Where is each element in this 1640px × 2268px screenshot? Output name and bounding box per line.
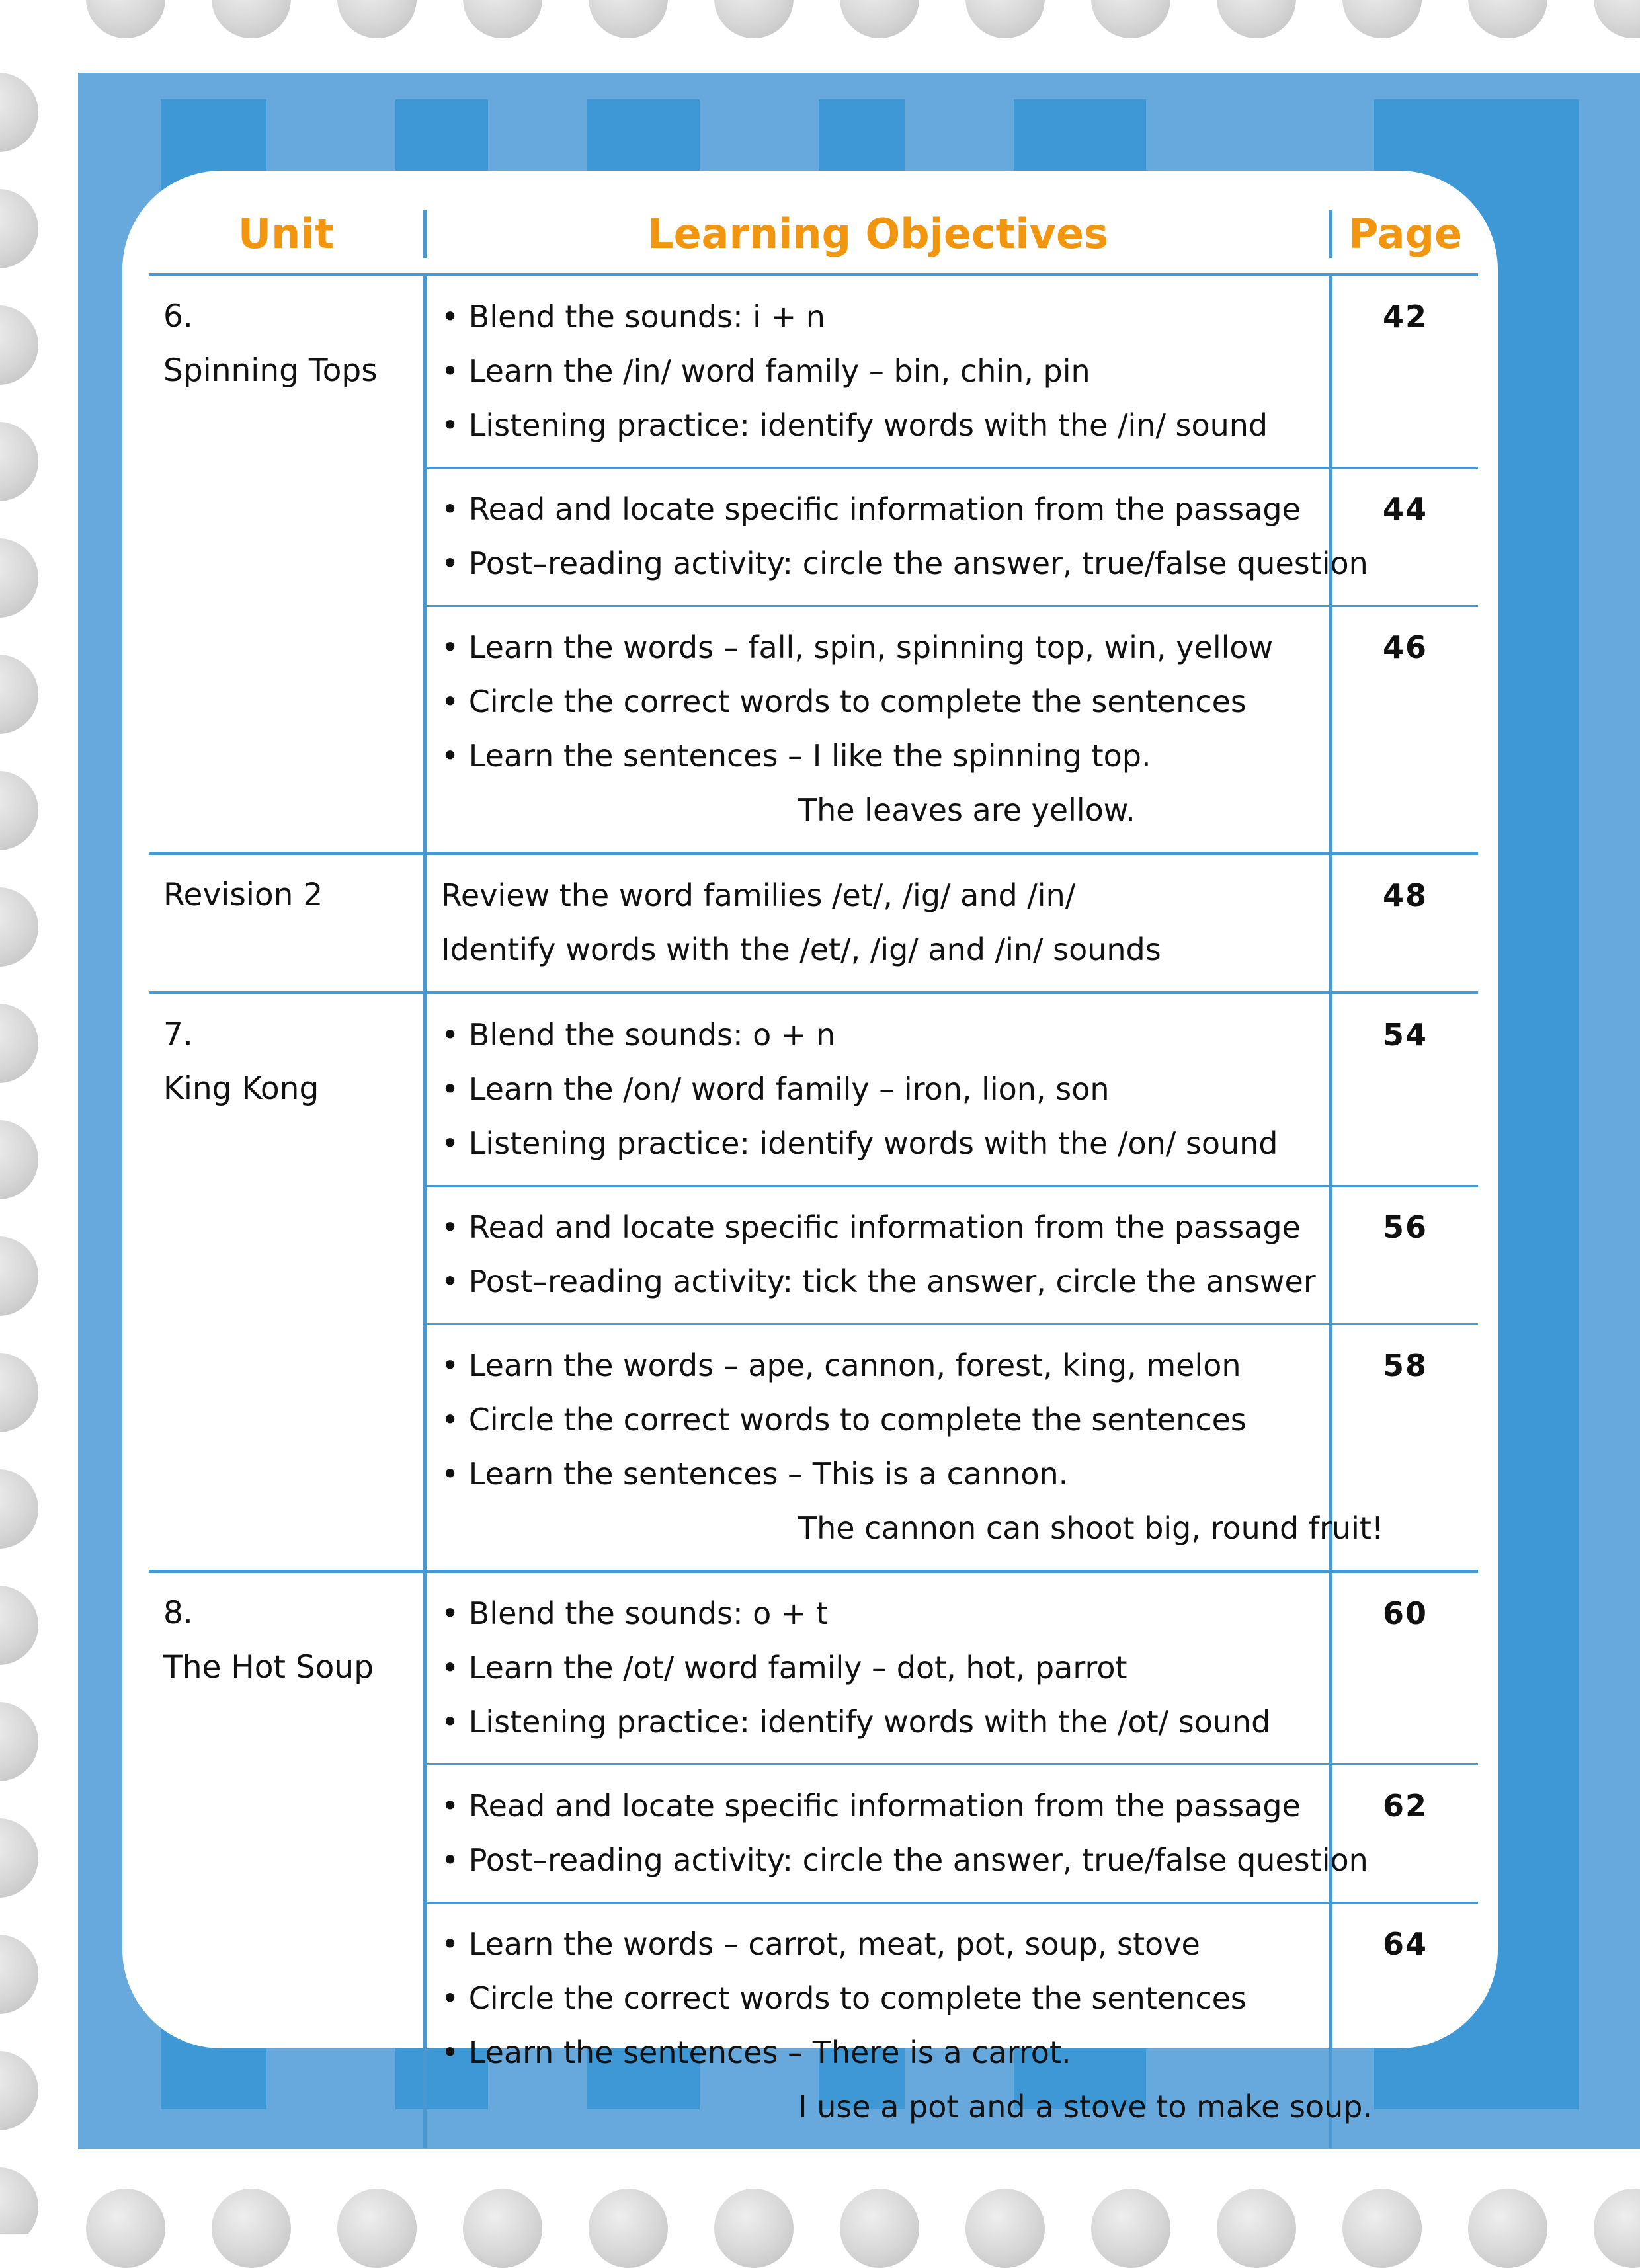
dot	[589, 2189, 668, 2268]
page-number: 48	[1382, 877, 1428, 913]
objective-line: • Blend the sounds: o + n	[441, 1017, 836, 1053]
objective-list	[427, 1325, 1384, 1570]
unit-name	[149, 1573, 427, 2148]
dot	[0, 1236, 38, 1316]
dot	[1594, 2189, 1640, 2268]
unit-name-line: The Hot Soup	[163, 1649, 374, 1685]
dot	[86, 2189, 165, 2268]
objective-line: • Post–reading activity: circle the answer, true/false question	[441, 1842, 1368, 1878]
dot	[965, 0, 1045, 38]
dot	[0, 771, 38, 850]
objective-list	[427, 994, 1332, 1185]
unit-row	[149, 1573, 1478, 2148]
objective-section	[427, 469, 1478, 607]
page-number: 62	[1382, 1788, 1428, 1824]
objective-line: • Blend the sounds: o + t	[441, 1596, 829, 1631]
dot	[714, 2189, 794, 2268]
dot	[840, 2189, 919, 2268]
dot	[463, 2189, 542, 2268]
page-number: 64	[1382, 1926, 1428, 1962]
objective-line: • Learn the sentences – There is a carrot.	[441, 2035, 1071, 2070]
page-header: Page	[1348, 209, 1463, 258]
unit-name	[149, 994, 427, 1570]
dot	[337, 2189, 417, 2268]
dot	[0, 538, 38, 618]
table-body	[149, 276, 1478, 2148]
objective-list	[427, 1904, 1373, 2148]
objective-list	[427, 1187, 1332, 1323]
dot	[463, 0, 542, 38]
dot	[0, 655, 38, 734]
objective-line: • Learn the /on/ word family – iron, lion, son	[441, 1071, 1110, 1107]
dot	[714, 0, 794, 38]
dot	[0, 2051, 38, 2130]
objective-line: • Listening practice: identify words with the /ot/ sound	[441, 1704, 1271, 1740]
page-number: 44	[1382, 491, 1428, 527]
unit-sections	[427, 276, 1478, 852]
dot	[0, 1935, 38, 2014]
unit-sections	[427, 1573, 1478, 2148]
objective-section	[427, 607, 1478, 852]
table-header	[149, 194, 1478, 276]
page-number: 56	[1382, 1209, 1428, 1245]
dot	[212, 2189, 291, 2268]
objective-line-continued: The cannon can shoot big, round fruit!	[798, 1510, 1384, 1546]
dot	[0, 887, 38, 967]
dot	[0, 1353, 38, 1432]
dot	[0, 422, 38, 501]
objective-line: • Read and locate specific information from the passage	[441, 1209, 1301, 1245]
objective-line: • Circle the correct words to complete the sentences	[441, 1980, 1247, 2016]
objective-section	[427, 994, 1478, 1187]
objective-section	[427, 1904, 1478, 2148]
objective-line: • Learn the words – ape, cannon, forest, king, melon	[441, 1348, 1241, 1383]
objective-line: • Learn the sentences – I like the spinning top.	[441, 738, 1151, 774]
dot	[1594, 0, 1640, 38]
unit-row	[149, 855, 1478, 994]
objective-line-continued: The leaves are yellow.	[798, 792, 1135, 828]
unit-row	[149, 994, 1478, 1573]
dot	[1217, 2189, 1296, 2268]
dot	[1217, 0, 1296, 38]
objective-line: • Learn the sentences – This is a cannon.	[441, 1456, 1069, 1492]
dot	[0, 1469, 38, 1549]
objective-line: • Circle the correct words to complete the sentences	[441, 1402, 1247, 1438]
objective-section	[427, 1325, 1478, 1570]
dot	[589, 0, 668, 38]
unit-name-line: Spinning Tops	[163, 352, 378, 389]
page-number: 58	[1382, 1348, 1428, 1383]
dot	[0, 1702, 38, 1781]
dot	[1091, 0, 1170, 38]
dot	[86, 0, 165, 38]
dot	[0, 1818, 38, 1898]
objective-line: • Learn the words – carrot, meat, pot, soup, stove	[441, 1926, 1200, 1962]
objective-list	[427, 276, 1332, 467]
unit-header: Unit	[149, 210, 427, 258]
objective-line: • Learn the words – fall, spin, spinning top, win, yellow	[441, 629, 1274, 665]
objective-section	[427, 855, 1478, 991]
dot	[337, 0, 417, 38]
objective-line: • Post–reading activity: tick the answer, circle the answer	[441, 1264, 1316, 1299]
dot	[1468, 0, 1547, 38]
dot	[212, 0, 291, 38]
objective-list	[427, 1765, 1368, 1902]
objective-section	[427, 1187, 1478, 1325]
objective-line: • Listening practice: identify words with the /on/ sound	[441, 1125, 1278, 1161]
objective-line: • Learn the /ot/ word family – dot, hot, parrot	[441, 1650, 1128, 1685]
objective-line: • Post–reading activity: circle the answer, true/false question	[441, 546, 1368, 581]
dot	[840, 0, 919, 38]
unit-name-line: 7.	[163, 1016, 193, 1053]
unit-sections	[427, 855, 1478, 991]
objective-line: Review the word families /et/, /ig/ and /in/	[441, 877, 1076, 913]
objective-section	[427, 276, 1478, 469]
unit-sections	[427, 994, 1478, 1570]
decorative-dots-left	[0, 0, 79, 2234]
objective-line: • Learn the /in/ word family – bin, chin, pin	[441, 353, 1090, 389]
unit-name	[149, 855, 427, 991]
dot	[1468, 2189, 1547, 2268]
objective-list	[427, 1573, 1332, 1763]
unit-name-line: 8.	[163, 1595, 193, 1631]
page-number: 42	[1382, 299, 1428, 335]
objective-list	[427, 607, 1332, 852]
dot	[0, 1120, 38, 1199]
unit-name-line: Revision 2	[163, 877, 323, 913]
objective-line: • Read and locate specific information from the passage	[441, 491, 1301, 527]
objective-line: • Read and locate specific information from the passage	[441, 1788, 1301, 1824]
objective-section	[427, 1573, 1478, 1765]
dot	[0, 73, 38, 152]
objective-list	[427, 469, 1368, 605]
objective-section	[427, 1765, 1478, 1904]
objectives-table	[149, 194, 1478, 2148]
objective-line: • Circle the correct words to complete the sentences	[441, 684, 1247, 719]
dot	[0, 305, 38, 385]
dot	[0, 189, 38, 268]
unit-name-line: 6.	[163, 298, 193, 335]
unit-name	[149, 276, 427, 852]
objectives-header: Learning Objectives	[427, 210, 1332, 258]
objective-line: Identify words with the /et/, /ig/ and /in/ sounds	[441, 932, 1161, 967]
dot	[1091, 2189, 1170, 2268]
page-number: 60	[1382, 1596, 1428, 1631]
objective-list	[427, 855, 1332, 991]
dot	[0, 1004, 38, 1083]
dot	[0, 1586, 38, 1665]
objective-line: • Blend the sounds: i + n	[441, 299, 825, 335]
dot	[1342, 0, 1422, 38]
objective-line-continued: I use a pot and a stove to make soup.	[798, 2089, 1373, 2125]
page-number: 54	[1382, 1017, 1428, 1053]
dot	[965, 2189, 1045, 2268]
decorative-dots-bottom	[0, 2136, 1640, 2268]
page-number: 46	[1382, 629, 1428, 665]
dot	[1342, 2189, 1422, 2268]
unit-row	[149, 276, 1478, 855]
objective-line: • Listening practice: identify words with the /in/ sound	[441, 407, 1268, 443]
unit-name-line: King Kong	[163, 1071, 319, 1107]
